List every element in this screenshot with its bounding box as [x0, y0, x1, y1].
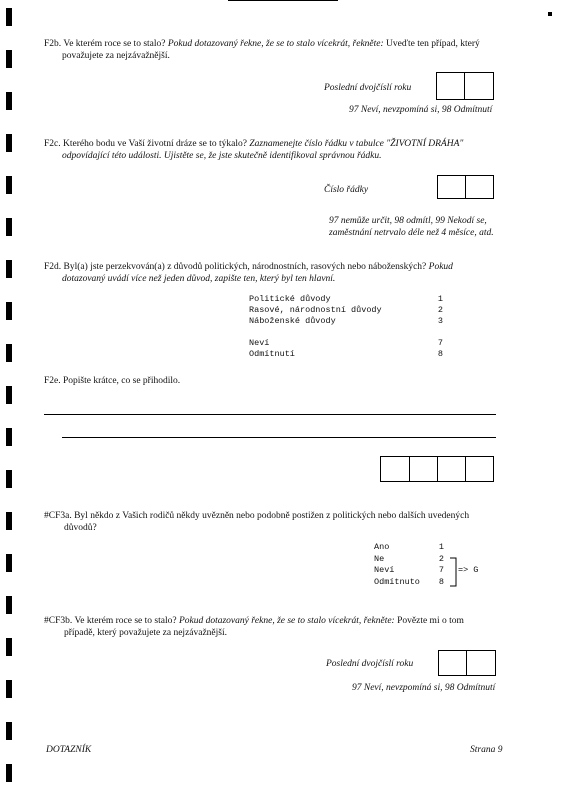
answer-option[interactable]: Neví 7 [374, 565, 444, 575]
scan-margin-mark [6, 176, 12, 194]
box-divider [437, 457, 438, 481]
scan-margin-mark [6, 596, 12, 614]
scan-margin-mark [6, 554, 12, 572]
answer-option[interactable]: Politické důvody 1 [249, 294, 443, 304]
question-cf3b-line2: případě, který považujete za nejzávažnější. [64, 628, 227, 638]
scan-margin-mark [6, 134, 12, 152]
skip-instruction: => G [458, 565, 479, 575]
scan-margin-mark [6, 92, 12, 110]
scan-margin-mark [6, 470, 12, 488]
scan-margin-mark [6, 8, 12, 26]
answer-line[interactable] [62, 437, 496, 438]
scan-artifact-dot [548, 12, 552, 16]
interviewer-instruction: Zaznamenejte číslo řádku v tabulce "ŽIVOTNÍ DRÁHA" [249, 139, 464, 149]
scan-margin-mark [6, 50, 12, 68]
scan-margin-mark [6, 344, 12, 362]
answer-codes-note: 97 nemůže určit, 98 odmítl, 99 Nekodí se, [329, 216, 487, 226]
scan-margin-mark [6, 218, 12, 236]
scan-margin-mark [6, 512, 12, 530]
answer-option[interactable]: Ano 1 [374, 542, 444, 552]
year-input-box[interactable] [438, 650, 496, 676]
answer-option[interactable]: Neví 7 [249, 338, 443, 348]
box-divider [466, 651, 467, 675]
question-text: Uveďte ten případ, který [386, 39, 480, 49]
answer-option[interactable]: Odmítnutí 8 [249, 349, 443, 359]
scan-margin-mark [6, 764, 12, 782]
question-f2c [44, 138, 514, 150]
interviewer-instruction: Pokud dotazovaný řekne, že se to stalo vícekrát, řekněte: [167, 39, 384, 49]
answer-option[interactable]: Náboženské důvody 3 [249, 316, 443, 326]
answer-option[interactable]: Odmítnuto 8 [374, 577, 444, 587]
coding-input-box[interactable] [380, 456, 494, 482]
year-field-label: Poslední dvojčíslí roku [324, 83, 412, 93]
question-f2b [44, 38, 504, 50]
question-text: Byl někdo z Vašich rodičů někdy uvězněn nebo podobně postižen z politických nebo dalších uvedených [74, 511, 470, 521]
answer-codes-note: zaměstnání netrvalo déle než 4 měsíce, atd. [329, 228, 494, 238]
question-text: Popište krátce, co se přihodilo. [63, 376, 181, 386]
box-divider [409, 457, 410, 481]
answer-codes-note: 97 Neví, nevzpomíná si, 98 Odmítnutí [352, 683, 496, 693]
scan-margin-mark [6, 302, 12, 320]
question-number: F2c. [44, 139, 61, 149]
question-number: F2e. [44, 376, 61, 386]
footer-page-number: Strana 9 [470, 745, 503, 755]
scan-margin-mark [6, 722, 12, 740]
scan-margin-mark [6, 428, 12, 446]
answer-line[interactable] [44, 414, 496, 415]
answer-option[interactable]: Rasové, národnostní důvody 2 [249, 305, 443, 315]
scan-margin-mark [6, 260, 12, 278]
question-text: Povězte mi o tom [397, 616, 464, 626]
question-number: #CF3a. [44, 511, 72, 521]
box-divider [465, 176, 466, 198]
question-f2e [44, 375, 180, 387]
question-cf3b [44, 615, 524, 627]
box-divider [464, 73, 465, 99]
question-number: #CF3b. [44, 616, 73, 626]
scan-margin-mark [6, 638, 12, 656]
interviewer-instruction: Pokud dotazovaný řekne, že se to stalo vícekrát, řekněte: [178, 616, 395, 626]
year-input-box[interactable] [436, 72, 494, 100]
question-text: Byl(a) jste perzekvován(a) z důvodů politických, národnostních, rasových nebo náboženských? [63, 262, 427, 272]
scan-artifact-line [228, 0, 338, 1]
year-field-label: Poslední dvojčíslí roku [326, 659, 414, 669]
footer-document-title: DOTAZNÍK [46, 745, 92, 755]
scan-margin-mark [6, 386, 12, 404]
row-number-field-label: Číslo řádky [324, 185, 369, 195]
question-text: Ve kterém roce se to stalo? [74, 616, 177, 626]
question-cf3a-line2: důvodů? [64, 523, 97, 533]
answer-option[interactable]: Ne 2 [374, 554, 444, 564]
scan-margin-mark [6, 680, 12, 698]
box-divider [465, 457, 466, 481]
question-f2c-line2: odpovídající této události. Ujistěte se, že jste skutečně identifikoval správnou řádku. [62, 151, 382, 161]
question-text: Ve kterém roce se to stalo? [63, 39, 166, 49]
answer-codes-note: 97 Neví, nevzpomíná si, 98 Odmítnutí [349, 105, 493, 115]
row-number-input-box[interactable] [437, 175, 494, 199]
question-f2d-line2: dotazovaný uvádí více než jeden důvod, zapište ten, který byl ten hlavní. [62, 274, 336, 284]
question-number: F2b. [44, 39, 62, 49]
question-number: F2d. [44, 262, 62, 272]
interviewer-instruction: Pokud [428, 262, 453, 272]
question-f2d [44, 261, 524, 273]
question-text: Kterého bodu ve Vaší životní dráze se to týkalo? [63, 139, 247, 149]
question-f2b-line2: považujete za nejzávažnější. [62, 51, 170, 61]
question-cf3a [44, 510, 524, 522]
